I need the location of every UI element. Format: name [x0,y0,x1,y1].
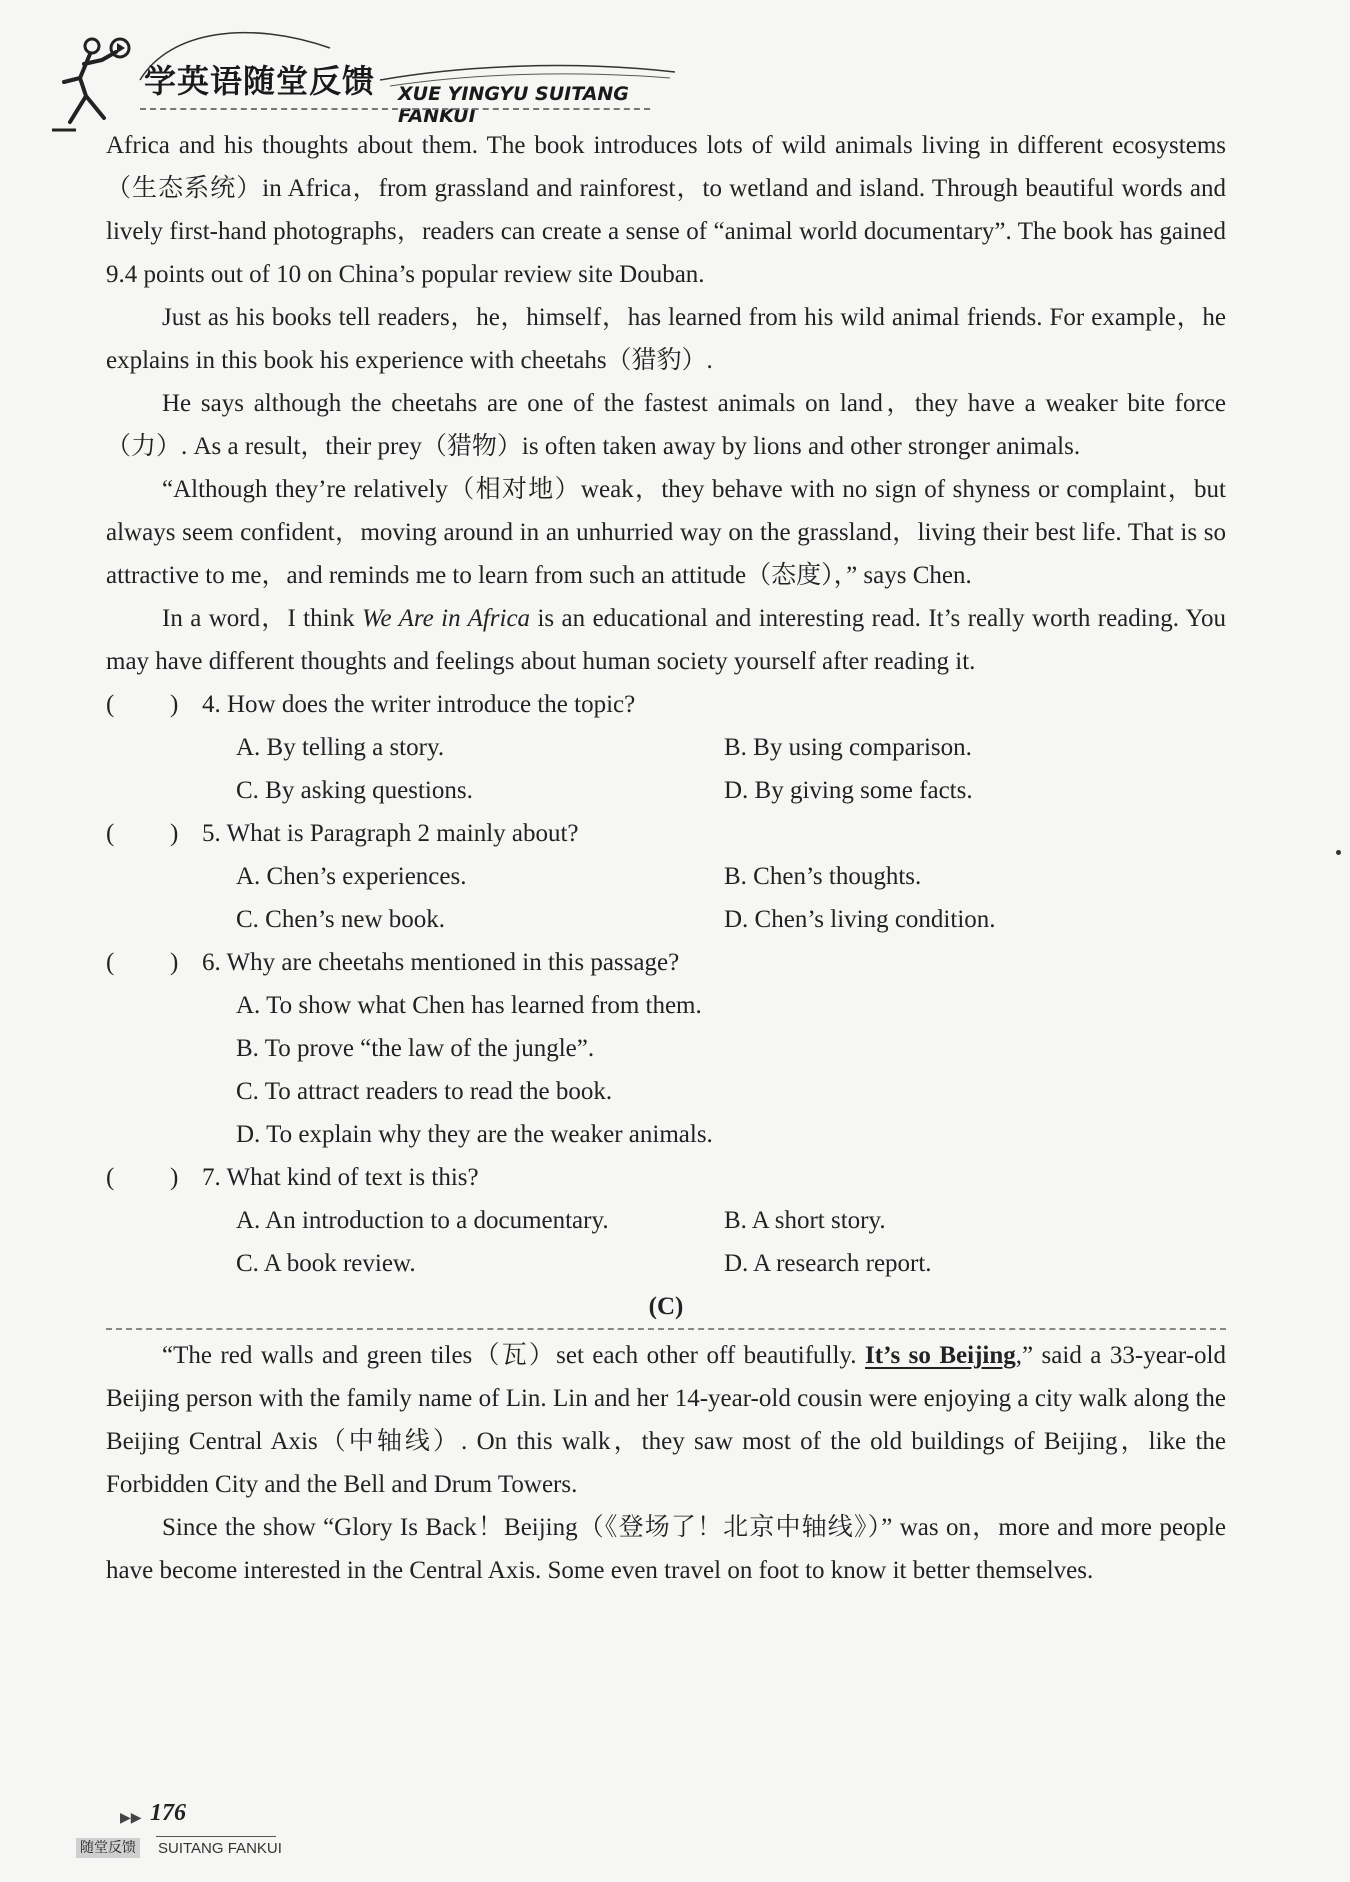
option-a: A. Chen’s experiences. [236,863,467,890]
question-stem: 5. What is Paragraph 2 mainly about? [202,820,579,847]
header-title-cn: 学英语随堂反馈 [144,62,376,100]
passage-b-paragraph-5 [106,597,1226,683]
option-a: A. By telling a story. [236,734,445,761]
answer-paren-open: ( [106,691,115,718]
passage-b-paragraph-1: Africa and his thoughts about them. The book introduces lots of wild animals living in different ecosystems（生态系统）in Africa，from grassland and rainforest，to wetland and island. Through beautiful words and lively first-hand photographs，readers can create a sense of “animal world documentary”. The book has gained 9.4 points out of 10 on China’s popular review site Douban. [106,132,1226,288]
header-divider [140,108,650,110]
option-b: B. By using comparison. [724,734,972,761]
answer-paren-open: ( [106,1164,115,1191]
section-c-heading: (C) [648,1293,684,1320]
option-d: D. To explain why they are the weaker animals. [236,1121,713,1148]
option-d: D. By giving some facts. [724,777,973,804]
runner-logo-icon [46,32,136,132]
footer-divider [156,1836,276,1837]
page-arrow-icon: ▶▶ [120,1811,142,1826]
passage-b-paragraph-3: He says although the cheetahs are one of the fastest animals on land，they have a weaker bite force（力）. As a result，their prey（猎物）is often taken away by lions and other stronger animals. [106,390,1226,460]
option-c: C. A book review. [236,1250,416,1277]
paragraph-5-text-end: is an educational and interesting read. It’s really worth reading. You may have different thoughts and feelings about human society yourself after reading it. [106,605,1226,675]
option-d: D. A research report. [724,1250,932,1277]
question-stem: 7. What kind of text is this? [202,1164,479,1191]
question-7 [106,1156,1226,1285]
answer-paren-close: ) [170,691,179,718]
passage-b-paragraph-2: Just as his books tell readers，he，himself，has learned from his wild animal friends. For example，he explains in this book his experience with cheetahs（猎豹）. [106,304,1226,374]
book-title: We Are in Africa [362,605,531,632]
answer-paren-close: ) [170,949,179,976]
page-number: 176 [150,1800,186,1826]
passage-c-paragraph-2: Since the show “Glory Is Back！Beijing（《登场了！北京中轴线》）” was on，more and more people have become interested in the Central Axis. Some even travel on foot to know it better themselves. [106,1514,1226,1584]
footer-label-cn: 随堂反馈 [76,1838,140,1858]
option-d: D. Chen’s living condition. [724,906,996,933]
question-4 [106,683,1226,812]
page-header [40,20,660,130]
footer-label-en: SUITANG FANKUI [158,1840,282,1857]
question-stem: 6. Why are cheetahs mentioned in this passage? [202,949,680,976]
option-c: C. Chen’s new book. [236,906,446,933]
option-c: C. By asking questions. [236,777,473,804]
margin-mark [1336,850,1341,855]
header-title-en: XUE YINGYU SUITANG FANKUI [398,83,629,127]
answer-paren-close: ) [170,820,179,847]
option-a: A. An introduction to a documentary. [236,1207,609,1234]
answer-paren-open: ( [106,820,115,847]
section-divider [106,1328,1226,1330]
question-stem: 4. How does the writer introduce the topic? [202,691,636,718]
page-content [106,124,1226,1592]
highlighted-quote: It’s so Beijing [865,1342,1016,1369]
passage-c-paragraph-1 [106,1334,1226,1506]
paragraph-text-end: ,” said a 33-year-old Beijing person with the family name of Lin. Lin and her 14-year-old cousin were enjoying a city walk along the Beijing Central Axis（中轴线）. On this walk，they saw most of the old buildings of Beijing，like the Forbidden City and the Bell and Drum Towers. [106,1342,1226,1498]
option-b: B. A short story. [724,1207,886,1234]
question-5 [106,812,1226,941]
passage-b-paragraph-4: “Although they’re relatively（相对地）weak，they behave with no sign of shyness or complaint，but always seem confident，moving around in an unhurried way on the grassland，living their best life. That is so attractive to me，and reminds me to learn from such an attitude（态度），” says Chen. [106,476,1226,589]
answer-paren-open: ( [106,949,115,976]
option-b: B. To prove “the law of the jungle”. [236,1035,595,1062]
paragraph-5-text-start: In a word，I think [162,605,362,632]
question-6 [106,941,1226,1156]
answer-paren-close: ) [170,1164,179,1191]
paragraph-text-start: “The red walls and green tiles（瓦）set each other off beautifully. [162,1342,866,1369]
option-b: B. Chen’s thoughts. [724,863,922,890]
option-c: C. To attract readers to read the book. [236,1078,613,1105]
option-a: A. To show what Chen has learned from them. [236,992,702,1019]
